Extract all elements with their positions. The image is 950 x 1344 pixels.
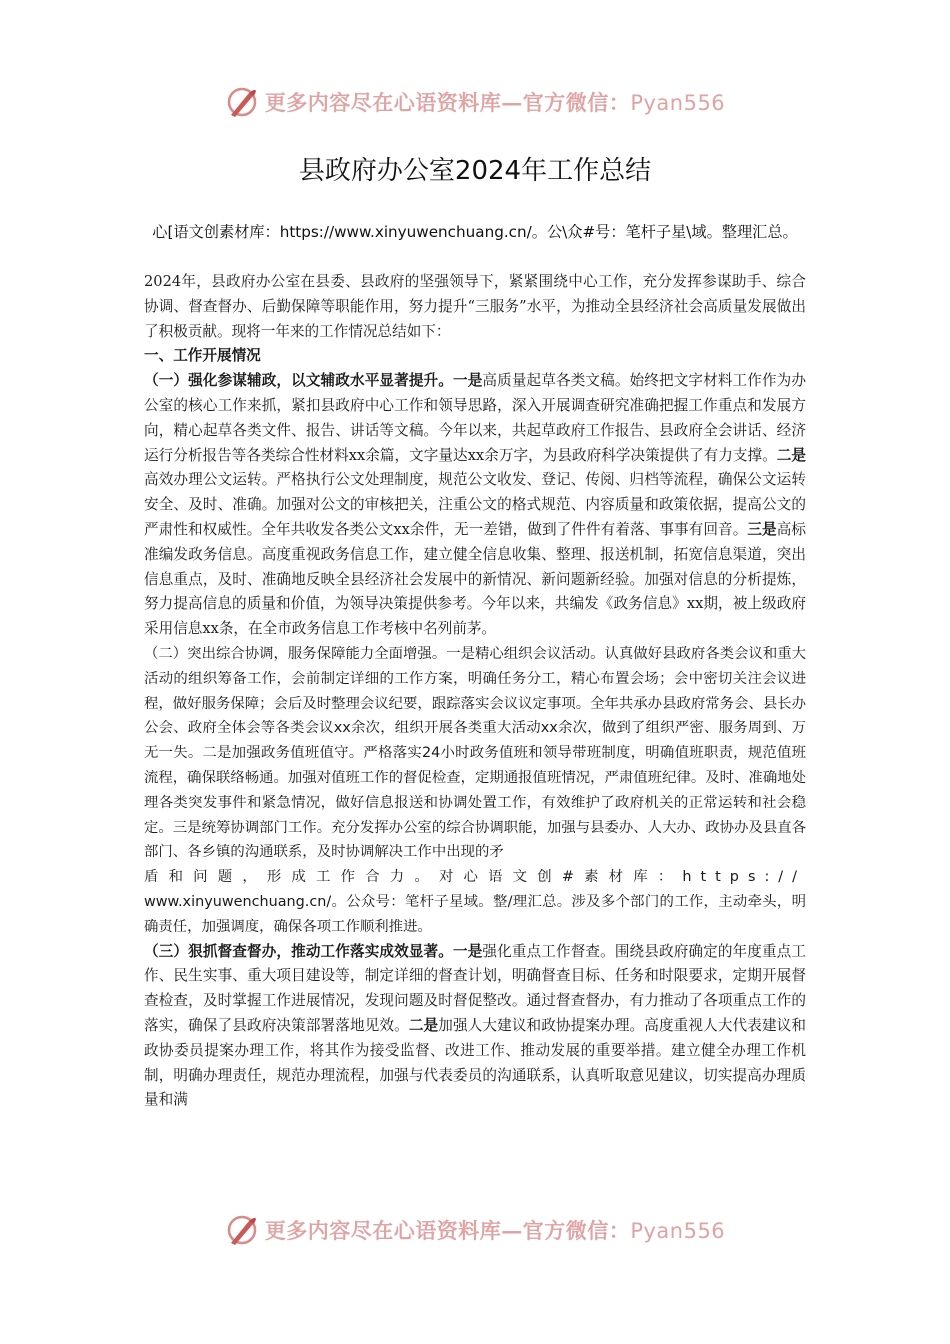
header-watermark-banner: [0, 82, 950, 122]
footer-watermark-banner: [0, 1210, 950, 1250]
document-title: 县政府办公室2024年工作总结: [298, 156, 652, 186]
watermark-text: 更多内容尽在心语资料库—官方微信：Pyan556: [264, 1218, 726, 1243]
paragraph-1: （一）强化参谋辅政，以文辅政水平显著提升。一是高质量起草各类文稿。始终把文字材料工作作为办公室的核心工作来抓，紧扣县政府中心工作和领导思路，深入开展调查研究准确把握工作重点和发展方向，精心起草各类文件、报告、讲话等文稿。今年以来，共起草政府工作报告、县政府全会讲话、经济运行分析报告等各类综合性材料xx余篇，文字量达xx余万字，为县政府科学决策提供了有力支撑。二是高效办理公文运转。严格执行公文处理制度，规范公文收发、登记、传阅、归档等流程，确保公文运转安全、及时、准确。加强对公文的审核把关，注重公文的格式规范、内容质量和政策依据，提高公文的严肃性和权威性。全年共收发各类公文xx余件，无一差错，做到了件件有着落、事事有回音。三是高标准编发政务信息。高度重视政务信息工作，建立健全信息收集、整理、报送机制，拓宽信息渠道，突出信息重点，及时、准确地反映全县经济社会发展中的新情况、新问题新经验。加强对信息的分析提炼，努力提高信息的质量和价值，为领导决策提供参考。今年以来，共编发《政务信息》xx期，被上级政府采用信息xx条，在全市政务信息工作考核中名列前茅。: [144, 372, 806, 638]
paragraph-3: （三）狠抓督查督办，推动工作落实成效显著。一是强化重点工作督查。围绕县政府确定的年度重点工作、民生实事、重大项目建设等，制定详细的督查计划，明确督查目标、任务和时限要求，定期开展督查检查，及时掌握工作进展情况，发现问题及时督促整改。通过督查督办，有力推动了各项重点工作的落实，确保了县政府决策部署落地见效。二是加强人大建议和政协提案办理。高度重视人大代表建议和政协委员提案办理工作，将其作为接受监督、改进工作、推动发展的重要举措。建立健全办理工作机制，明确办理责任，规范办理流程，加强与代表委员的沟通联系，认真听取意见建议，切实提高办理质量和满: [144, 942, 806, 1109]
brush-logo-icon: [225, 85, 259, 119]
paragraph-2: （二）突出综合协调，服务保障能力全面增强。一是精心组织会议活动。认真做好县政府各类会议和重大活动的组织筹备工作，会前制定详细的工作方案，明确任务分工，精心布置会场；会中密切关注会议进程，做好服务保障；会后及时整理会议纪要，跟踪落实会议议定事项。全年共承办县政府常务会、县长办公会、政府全体会等各类会议xx余次，组织开展各类重大活动xx余次，做到了组织严密、服务周到、万无一失。二是加强政务值班值守。严格落实24小时政务值班和领导带班制度，明确值班职责，规范值班流程，确保联络畅通。加强对值班工作的督促检查，定期通报值班情况，严肃值班纪律。及时、准确地处理各类突发事件和紧急情况，做好信息报送和协调处置工作，有效维护了政府机关的正常运转和社会稳定。三是统筹协调部门工作。充分发挥办公室的综合协调职能，加强与县委办、人大办、政协办及县直各部门、各乡镇的沟通联系，及时协调解决工作中出现的矛 盾和问题，形成工作合力。对心语文创#素材库：https:// www.xinyuwenchuang.cn/。公众号：笔杆子星域。整/理汇总。涉及多个部门的工作，主动牵头，明确责任，加强调度，确保各项工作顺利推进。: [144, 645, 806, 935]
brush-logo-icon: [225, 1213, 259, 1247]
paragraph-1-lead: （一）强化参谋辅政，以文辅政水平显著提升。: [144, 372, 453, 390]
intro-paragraph: 2024年，县政府办公室在县委、县政府的坚强领导下，紧紧围绕中心工作，充分发挥参谋助手、综合协调、督查督办、后勤保障等职能作用，努力提升“三服务”水平，为推动全县经济社会高质量发展做出了积极贡献。现将一年来的工作情况总结如下：: [144, 273, 806, 340]
paragraph-3-lead: （三）狠抓督查督办，推动工作落实成效显著。: [144, 942, 453, 960]
section-heading: 一、工作开展情况: [144, 347, 261, 365]
watermark-text: 更多内容尽在心语资料库—官方微信：Pyan556: [264, 90, 726, 115]
source-line: 心[语文创素材库：https://www.xinyuwenchuang.cn/。公\众#号：笔杆子星\域。整理汇总。: [152, 223, 798, 241]
document-body: [144, 270, 806, 1113]
